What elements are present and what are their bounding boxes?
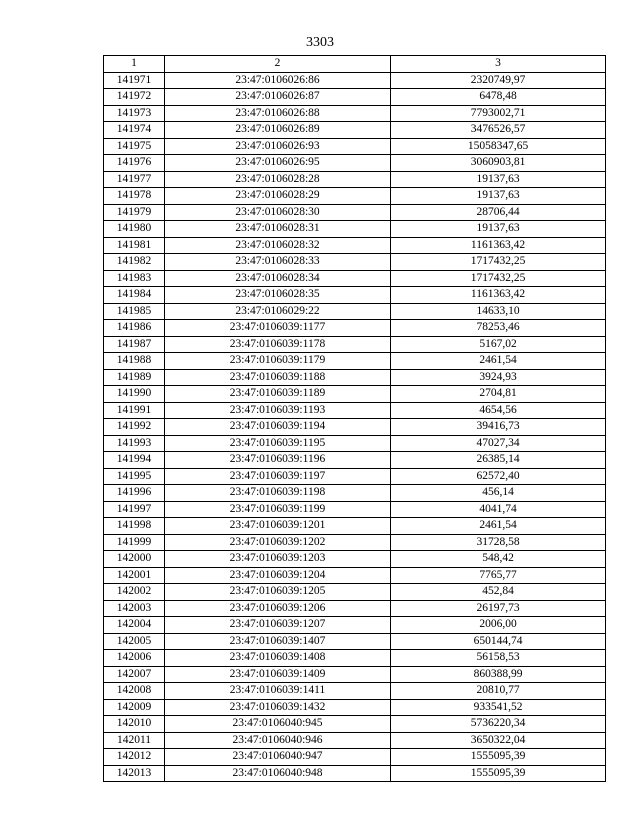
- table-row: [104, 683, 606, 700]
- table-row: [104, 353, 606, 370]
- row-number-cell: 141988: [104, 353, 165, 370]
- table-row: [104, 402, 606, 419]
- table-row: [104, 600, 606, 617]
- table-row: [104, 155, 606, 172]
- cadastral-number-cell: 23:47:0106026:88: [165, 105, 391, 122]
- value-cell: 1717432,25: [391, 254, 606, 271]
- table-row: [104, 188, 606, 205]
- row-number-cell: 142003: [104, 600, 165, 617]
- cadastral-number-cell: 23:47:0106039:1203: [165, 551, 391, 568]
- cadastral-number-cell: 23:47:0106040:946: [165, 732, 391, 749]
- row-number-cell: 142002: [104, 584, 165, 601]
- cadastral-number-cell: 23:47:0106039:1199: [165, 501, 391, 518]
- value-cell: 2461,54: [391, 353, 606, 370]
- table-row: [104, 650, 606, 667]
- row-number-cell: 141980: [104, 221, 165, 238]
- cadastral-number-cell: 23:47:0106039:1407: [165, 633, 391, 650]
- row-number-cell: 142000: [104, 551, 165, 568]
- table-row: [104, 617, 606, 634]
- value-cell: 26385,14: [391, 452, 606, 469]
- row-number-cell: 141989: [104, 369, 165, 386]
- value-cell: 5167,02: [391, 336, 606, 353]
- row-number-cell: 141977: [104, 171, 165, 188]
- table-header: [104, 56, 606, 73]
- table-row: [104, 254, 606, 271]
- row-number-cell: 142008: [104, 683, 165, 700]
- cadastral-number-cell: 23:47:0106039:1178: [165, 336, 391, 353]
- table-row: [104, 584, 606, 601]
- table-row: [104, 237, 606, 254]
- row-number-cell: 142010: [104, 716, 165, 733]
- value-cell: 2006,00: [391, 617, 606, 634]
- cadastral-number-cell: 23:47:0106039:1205: [165, 584, 391, 601]
- cadastral-number-cell: 23:47:0106039:1194: [165, 419, 391, 436]
- row-number-cell: 142012: [104, 749, 165, 766]
- cadastral-number-cell: 23:47:0106026:86: [165, 72, 391, 89]
- column-header-1: 1: [104, 56, 165, 73]
- data-table: [103, 55, 606, 782]
- value-cell: 4041,74: [391, 501, 606, 518]
- value-cell: 456,14: [391, 485, 606, 502]
- value-cell: 15058347,65: [391, 138, 606, 155]
- cadastral-number-cell: 23:47:0106028:30: [165, 204, 391, 221]
- table-row: [104, 72, 606, 89]
- cadastral-number-cell: 23:47:0106026:87: [165, 89, 391, 106]
- table-row: [104, 732, 606, 749]
- row-number-cell: 141994: [104, 452, 165, 469]
- row-number-cell: 141993: [104, 435, 165, 452]
- value-cell: 1161363,42: [391, 237, 606, 254]
- cadastral-number-cell: 23:47:0106029:22: [165, 303, 391, 320]
- value-cell: 26197,73: [391, 600, 606, 617]
- table-row: [104, 419, 606, 436]
- cadastral-number-cell: 23:47:0106026:95: [165, 155, 391, 172]
- row-number-cell: 141985: [104, 303, 165, 320]
- table-row: [104, 122, 606, 139]
- cadastral-number-cell: 23:47:0106039:1204: [165, 567, 391, 584]
- row-number-cell: 141978: [104, 188, 165, 205]
- table-row: [104, 105, 606, 122]
- cadastral-number-cell: 23:47:0106026:93: [165, 138, 391, 155]
- row-number-cell: 141973: [104, 105, 165, 122]
- table-row: [104, 303, 606, 320]
- value-cell: 1555095,39: [391, 765, 606, 782]
- table-row: [104, 452, 606, 469]
- row-number-cell: 142011: [104, 732, 165, 749]
- value-cell: 47027,34: [391, 435, 606, 452]
- cadastral-number-cell: 23:47:0106028:33: [165, 254, 391, 271]
- cadastral-number-cell: 23:47:0106039:1177: [165, 320, 391, 337]
- table-row: [104, 221, 606, 238]
- value-cell: 19137,63: [391, 188, 606, 205]
- table-row: [104, 336, 606, 353]
- table-row: [104, 765, 606, 782]
- value-cell: 20810,77: [391, 683, 606, 700]
- value-cell: 39416,73: [391, 419, 606, 436]
- row-number-cell: 142006: [104, 650, 165, 667]
- cadastral-number-cell: 23:47:0106028:32: [165, 237, 391, 254]
- value-cell: 14633,10: [391, 303, 606, 320]
- table-row: [104, 320, 606, 337]
- row-number-cell: 141990: [104, 386, 165, 403]
- header-row: [104, 56, 606, 73]
- table-row: [104, 287, 606, 304]
- cadastral-number-cell: 23:47:0106039:1193: [165, 402, 391, 419]
- row-number-cell: 142013: [104, 765, 165, 782]
- table-row: [104, 699, 606, 716]
- table-row: [104, 270, 606, 287]
- cadastral-number-cell: 23:47:0106039:1206: [165, 600, 391, 617]
- value-cell: 860388,99: [391, 666, 606, 683]
- cadastral-number-cell: 23:47:0106039:1198: [165, 485, 391, 502]
- value-cell: 19137,63: [391, 171, 606, 188]
- table-row: [104, 369, 606, 386]
- row-number-cell: 141992: [104, 419, 165, 436]
- value-cell: 650144,74: [391, 633, 606, 650]
- row-number-cell: 142005: [104, 633, 165, 650]
- cadastral-number-cell: 23:47:0106040:945: [165, 716, 391, 733]
- cadastral-number-cell: 23:47:0106039:1195: [165, 435, 391, 452]
- value-cell: 19137,63: [391, 221, 606, 238]
- value-cell: 548,42: [391, 551, 606, 568]
- value-cell: 78253,46: [391, 320, 606, 337]
- cadastral-number-cell: 23:47:0106028:34: [165, 270, 391, 287]
- cadastral-number-cell: 23:47:0106039:1432: [165, 699, 391, 716]
- cadastral-number-cell: 23:47:0106028:29: [165, 188, 391, 205]
- row-number-cell: 141986: [104, 320, 165, 337]
- row-number-cell: 142007: [104, 666, 165, 683]
- row-number-cell: 141998: [104, 518, 165, 535]
- value-cell: 5736220,34: [391, 716, 606, 733]
- cadastral-number-cell: 23:47:0106039:1188: [165, 369, 391, 386]
- table-row: [104, 468, 606, 485]
- cadastral-number-cell: 23:47:0106039:1409: [165, 666, 391, 683]
- value-cell: 62572,40: [391, 468, 606, 485]
- table-row: [104, 435, 606, 452]
- table-row: [104, 551, 606, 568]
- value-cell: 1161363,42: [391, 287, 606, 304]
- cadastral-number-cell: 23:47:0106040:948: [165, 765, 391, 782]
- cadastral-number-cell: 23:47:0106028:28: [165, 171, 391, 188]
- row-number-cell: 141972: [104, 89, 165, 106]
- table-row: [104, 518, 606, 535]
- cadastral-number-cell: 23:47:0106040:947: [165, 749, 391, 766]
- table-row: [104, 204, 606, 221]
- table-row: [104, 534, 606, 551]
- value-cell: 3060903,81: [391, 155, 606, 172]
- value-cell: 31728,58: [391, 534, 606, 551]
- value-cell: 933541,52: [391, 699, 606, 716]
- value-cell: 3476526,57: [391, 122, 606, 139]
- row-number-cell: 141997: [104, 501, 165, 518]
- cadastral-number-cell: 23:47:0106039:1201: [165, 518, 391, 535]
- row-number-cell: 142009: [104, 699, 165, 716]
- value-cell: 28706,44: [391, 204, 606, 221]
- table-row: [104, 501, 606, 518]
- cadastral-number-cell: 23:47:0106039:1189: [165, 386, 391, 403]
- row-number-cell: 141996: [104, 485, 165, 502]
- value-cell: 3924,93: [391, 369, 606, 386]
- cadastral-number-cell: 23:47:0106039:1179: [165, 353, 391, 370]
- cadastral-number-cell: 23:47:0106026:89: [165, 122, 391, 139]
- row-number-cell: 141979: [104, 204, 165, 221]
- table-row: [104, 138, 606, 155]
- value-cell: 1555095,39: [391, 749, 606, 766]
- value-cell: 2461,54: [391, 518, 606, 535]
- cadastral-number-cell: 23:47:0106039:1202: [165, 534, 391, 551]
- value-cell: 7793002,71: [391, 105, 606, 122]
- table-row: [104, 386, 606, 403]
- table-row: [104, 171, 606, 188]
- row-number-cell: 141983: [104, 270, 165, 287]
- column-header-3: 3: [391, 56, 606, 73]
- table-row: [104, 633, 606, 650]
- row-number-cell: 141971: [104, 72, 165, 89]
- row-number-cell: 141976: [104, 155, 165, 172]
- row-number-cell: 141984: [104, 287, 165, 304]
- value-cell: 1717432,25: [391, 270, 606, 287]
- cadastral-number-cell: 23:47:0106039:1197: [165, 468, 391, 485]
- table-row: [104, 89, 606, 106]
- cadastral-number-cell: 23:47:0106028:35: [165, 287, 391, 304]
- value-cell: 3650322,04: [391, 732, 606, 749]
- page-number: 3303: [306, 35, 334, 50]
- cadastral-number-cell: 23:47:0106039:1408: [165, 650, 391, 667]
- table-body: [104, 72, 606, 782]
- row-number-cell: 142004: [104, 617, 165, 634]
- value-cell: 56158,53: [391, 650, 606, 667]
- column-header-2: 2: [165, 56, 391, 73]
- row-number-cell: 141991: [104, 402, 165, 419]
- table-row: [104, 567, 606, 584]
- value-cell: 452,84: [391, 584, 606, 601]
- table-row: [104, 716, 606, 733]
- cadastral-number-cell: 23:47:0106028:31: [165, 221, 391, 238]
- value-cell: 4654,56: [391, 402, 606, 419]
- value-cell: 2704,81: [391, 386, 606, 403]
- row-number-cell: 141995: [104, 468, 165, 485]
- row-number-cell: 141975: [104, 138, 165, 155]
- row-number-cell: 141974: [104, 122, 165, 139]
- cadastral-number-cell: 23:47:0106039:1411: [165, 683, 391, 700]
- value-cell: 7765,77: [391, 567, 606, 584]
- value-cell: 6478,48: [391, 89, 606, 106]
- row-number-cell: 141987: [104, 336, 165, 353]
- row-number-cell: 141981: [104, 237, 165, 254]
- table-row: [104, 666, 606, 683]
- row-number-cell: 141999: [104, 534, 165, 551]
- cadastral-number-cell: 23:47:0106039:1196: [165, 452, 391, 469]
- cadastral-number-cell: 23:47:0106039:1207: [165, 617, 391, 634]
- table-row: [104, 485, 606, 502]
- row-number-cell: 142001: [104, 567, 165, 584]
- value-cell: 2320749,97: [391, 72, 606, 89]
- table-row: [104, 749, 606, 766]
- row-number-cell: 141982: [104, 254, 165, 271]
